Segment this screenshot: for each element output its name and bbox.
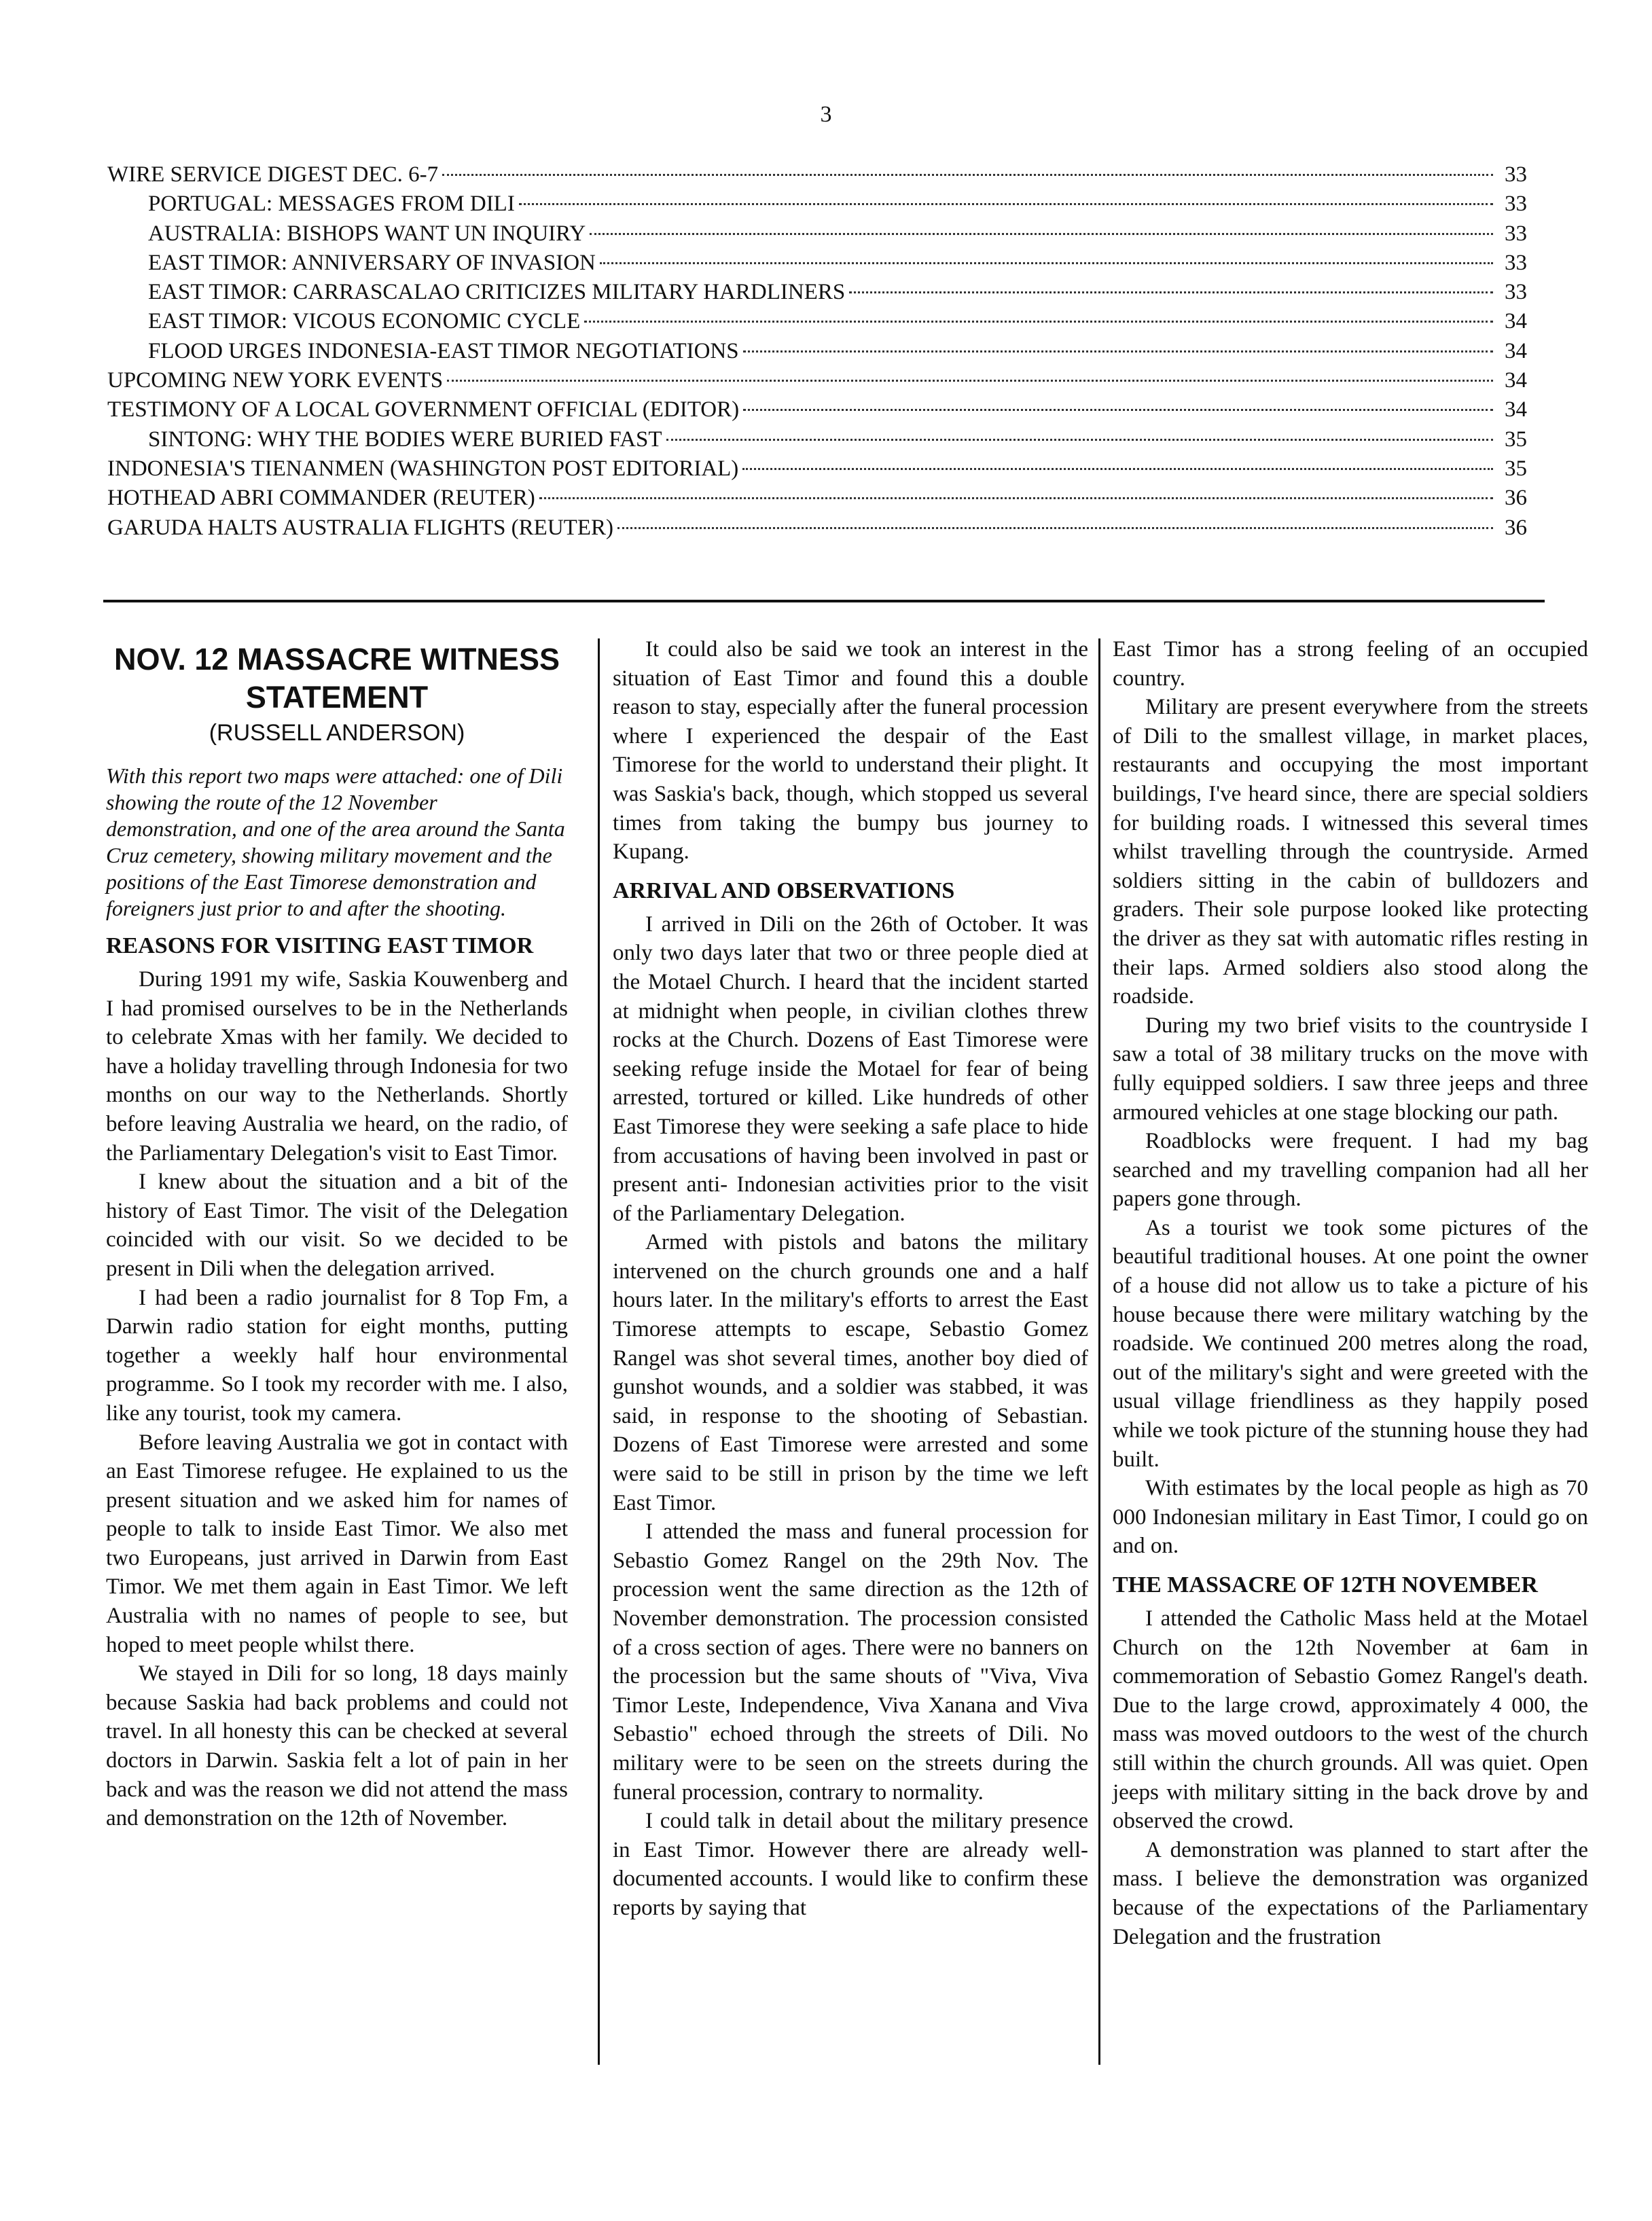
toc-entry-page: 34	[1505, 309, 1527, 334]
paragraph: I arrived in Dili on the 26th of October. It was only two days later that two or three people died at the Motael Church. I heard that the incident started at midnight when people, in civilian clothes threw rocks at the Church. Dozens of East Timorese were seeking refuge inside the Motael for fear of being arrested, tortured or killed. Like hundreds of other East Timorese they were seeking a safe place to hide from accusations of having been involved in past or present anti- Indonesian activities prior to the visit of the Parliamentary Delegation.	[613, 911, 1088, 1226]
toc-entry-title: TESTIMONY OF A LOCAL GOVERNMENT OFFICIAL (EDITOR)	[107, 397, 740, 422]
toc-entry-page: 35	[1505, 456, 1527, 481]
toc-entry-title: WIRE SERVICE DIGEST DEC. 6-7	[107, 162, 439, 187]
toc-entry-page: 33	[1505, 192, 1527, 217]
column-divider	[1098, 638, 1100, 2065]
toc-leader-dots	[519, 203, 1493, 205]
toc-entry-title: EAST TIMOR: CARRASCALAO CRITICIZES MILITARY HARDLINERS	[148, 280, 846, 305]
toc-entry-title: HOTHEAD ABRI COMMANDER (REUTER)	[107, 486, 535, 511]
toc-entry	[107, 395, 1527, 425]
toc-entry-title: EAST TIMOR: VICOUS ECONOMIC CYCLE	[148, 309, 581, 334]
toc-entry	[107, 454, 1527, 484]
toc-leader-dots	[584, 321, 1493, 323]
toc-entry-page: 35	[1505, 427, 1527, 452]
paragraph: I could talk in detail about the military presence in East Timor. However there are already well-documented accounts. I would like to confirm these reports by saying that	[613, 1809, 1088, 1920]
page-number: 3	[820, 102, 832, 127]
toc-entry-page: 33	[1505, 280, 1527, 305]
toc-entry	[107, 337, 1527, 366]
toc-entry	[107, 160, 1527, 189]
toc-entry-title: GARUDA HALTS AUSTRALIA FLIGHTS (REUTER)	[107, 515, 613, 540]
toc-entry	[107, 249, 1527, 278]
paragraph: Armed with pistols and batons the military intervened on the church grounds one and a half hours later. In the military's efforts to arrest the East Timorese attempts to escape, Sebastio Gomez Rangel was shot several times, another boy died of gunshot wounds, and a soldier was stabbed, it was said, in response to the shooting of Sebastian. Dozens of East Timorese were arrested and some were said to be still in prison by the time we left East Timor.	[613, 1230, 1088, 1515]
toc-leader-dots	[743, 350, 1493, 353]
toc-entry-title: EAST TIMOR: ANNIVERSARY OF INVASION	[148, 250, 596, 275]
column-divider	[598, 638, 600, 2065]
article-title: NOV. 12 MASSACRE WITNESS STATEMENT	[114, 642, 560, 715]
toc-entry-page: 36	[1505, 486, 1527, 511]
article-column-1	[106, 635, 568, 1833]
paragraph: With estimates by the local people as high as 70 000 Indonesian military in East Timor, I could go on and on.	[1113, 1476, 1588, 1559]
toc-entry	[107, 307, 1527, 336]
toc-entry	[107, 484, 1527, 513]
paragraph: I had been a radio journalist for 8 Top Fm, a Darwin radio station for eight months, putting together a weekly half hour environmental programme. So I took my recorder with me. I also, like any tourist, took my camera.	[106, 1285, 568, 1426]
paragraph: Before leaving Australia we got in contact with an East Timorese refugee. He explained to us the present situation and we asked him for names of people to talk to inside East Timor. We also met two Europeans, just arrived in Darwin from East Timor. We met them again in East Timor. We left Australia with no names of people to see, but hoped to meet people whilst there.	[106, 1430, 568, 1657]
toc-entry	[107, 366, 1527, 395]
toc-entry-page: 33	[1505, 250, 1527, 275]
toc-entry-title: PORTUGAL: MESSAGES FROM DILI	[148, 192, 515, 217]
paragraph: It could also be said we took an interest in the situation of East Timor and found this a double reason to stay, especially after the funeral procession where I experienced the despair of the East Timorese for the world to understand their plight. It was Saskia's back, though, which stopped us several times from taking the bumpy bus journey to Kupang.	[613, 637, 1088, 865]
table-of-contents	[107, 160, 1527, 543]
toc-entry	[107, 278, 1527, 307]
paragraph: I knew about the situation and a bit of the history of East Timor. The visit of the Delegation coincided with our visit. So we decided to be present in Dili when the delegation arrived.	[106, 1170, 568, 1281]
article-column-3	[1113, 635, 1588, 1951]
paragraph: During 1991 my wife, Saskia Kouwenberg and I had promised ourselves to be in the Netherlands to celebrate Xmas with her family. We decided to have a holiday travelling through Indonesia for two months on our way to the Netherlands. Shortly before leaving Australia we heard, on the radio, of the Parliamentary Delegation's visit to East Timor.	[106, 967, 568, 1166]
paragraph: We stayed in Dili for so long, 18 days mainly because Saskia had back problems and could not travel. In all honesty this can be checked at several doctors in Darwin. Saskia felt a lot of pain in her back and was the reason we did not attend the mass and demonstration on the 12th of November.	[106, 1661, 568, 1831]
toc-entry	[107, 425, 1527, 454]
paragraph: I attended the mass and funeral procession for Sebastio Gomez Rangel on the 29th Nov. The procession went the same direction as the 12th of November demonstration. The procession consisted of a cross section of ages. There were no banners on the procession but the same shouts of "Viva, Viva Timor Leste, Independence, Viva Xanana and Viva Sebastio" echoed through the streets of Dili. No military were to be seen on the streets during the funeral procession, contrary to normality.	[613, 1519, 1088, 1805]
toc-leader-dots	[617, 527, 1493, 529]
section-heading-arrival: ARRIVAL AND OBSERVATIONS	[613, 878, 955, 903]
toc-entry-title: FLOOD URGES INDONESIA-EAST TIMOR NEGOTIATIONS	[148, 338, 739, 363]
toc-entry	[107, 219, 1527, 249]
paragraph: As a tourist we took some pictures of the beautiful traditional houses. At one point the owner of a house did not allow us to take a picture of his house because there were military watching by the roadside. We continued 200 metres along the road, out of the military's sight and were greeted with the usual village friendliness as they happily posed while we took picture of the stunning house they had built.	[1113, 1215, 1588, 1472]
toc-entry-page: 34	[1505, 338, 1527, 363]
article-byline: (RUSSELL ANDERSON)	[209, 720, 465, 746]
article-intro-note: With this report two maps were attached: one of Dili showing the route of the 12 November demonstration, and one of the area around the Santa Cruz cemetery, showing military movement and the positions of the East Timorese demonstration and foreigners just prior to and after the shooting.	[106, 763, 565, 920]
article-column-2	[613, 635, 1088, 1923]
toc-entry-page: 34	[1505, 368, 1527, 393]
paragraph: A demonstration was planned to start after the mass. I believe the demonstration was organized because of the expectations of the Parliamentary Delegation and the frustration	[1113, 1837, 1588, 1949]
toc-entry	[107, 513, 1527, 543]
toc-leader-dots	[849, 291, 1493, 293]
toc-leader-dots	[447, 380, 1493, 382]
toc-leader-dots	[743, 409, 1493, 411]
toc-entry-page: 36	[1505, 515, 1527, 540]
section-divider-rule	[103, 600, 1545, 602]
toc-entry-page: 33	[1505, 221, 1527, 246]
toc-leader-dots	[742, 468, 1493, 470]
section-heading-reasons: REASONS FOR VISITING EAST TIMOR	[106, 933, 534, 958]
toc-entry-title: UPCOMING NEW YORK EVENTS	[107, 368, 444, 393]
toc-entry-title: SINTONG: WHY THE BODIES WERE BURIED FAST	[148, 427, 662, 452]
toc-leader-dots	[539, 497, 1493, 499]
toc-leader-dots	[590, 233, 1493, 235]
toc-leader-dots	[666, 439, 1493, 441]
toc-entry-page: 34	[1505, 397, 1527, 422]
paragraph: During my two brief visits to the countryside I saw a total of 38 military trucks on the move with fully equipped soldiers. I saw three jeeps and three armoured vehicles at one stage blocking our path.	[1113, 1013, 1588, 1125]
paragraph: East Timor has a strong feeling of an occupied country.	[1113, 637, 1588, 691]
paragraph: Roadblocks were frequent. I had my bag searched and my travelling companion had all her papers gone through.	[1113, 1129, 1588, 1212]
paragraph: I attended the Catholic Mass held at the Motael Church on the 12th November at 6am in commemoration of Sebastio Gomez Rangel's death. Due to the large crowd, approximately 4 000, the mass was moved outdoors to the west of the church still within the church grounds. All was quiet. Open jeeps with military sitting in the back drove by and observed the crowd.	[1113, 1606, 1588, 1834]
section-heading-massacre: THE MASSACRE OF 12TH NOVEMBER	[1113, 1572, 1538, 1597]
toc-leader-dots	[442, 174, 1493, 176]
toc-entry-title: INDONESIA'S TIENANMEN (WASHINGTON POST EDITORIAL)	[107, 456, 739, 481]
toc-entry	[107, 189, 1527, 219]
toc-leader-dots	[600, 262, 1493, 264]
toc-entry-title: AUSTRALIA: BISHOPS WANT UN INQUIRY	[148, 221, 586, 246]
paragraph: Military are present everywhere from the streets of Dili to the smallest village, in market places, restaurants and occupying the most important buildings, I've heard since, there are special soldiers for building roads. I witnessed this several times whilst travelling through the countryside. Armed soldiers sitting in the cabin of bulldozers and graders. Their sole purpose looked like protecting the driver as they sat with automatic rifles resting in their laps. Armed soldiers also stood along the roadside.	[1113, 695, 1588, 1009]
toc-entry-page: 33	[1505, 162, 1527, 187]
